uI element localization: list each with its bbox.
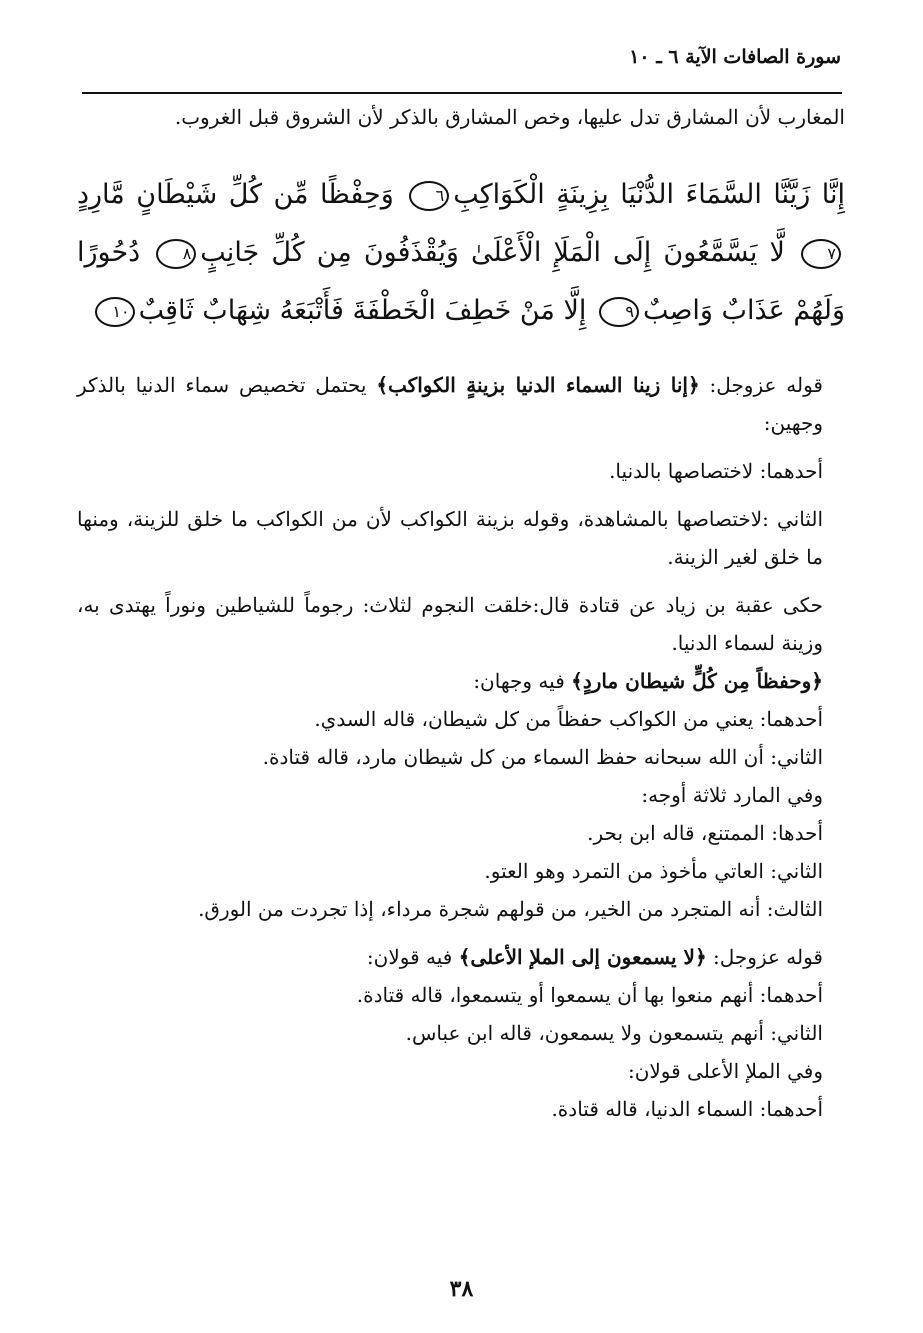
verse-number-marker: ٩ bbox=[599, 297, 639, 327]
commentary-paragraph: أحدهما: يعني من الكواكب حفظاً من كل شيطان، قاله السدي. bbox=[314, 707, 823, 731]
commentary-paragraph: الثالث: أنه المتجرد من الخير، من قولهم شجرة مرداء، إذا تجردت من الورق. bbox=[198, 897, 823, 921]
commentary-paragraph: وفي الملإ الأعلى قولان: bbox=[627, 1059, 823, 1083]
commentary-paragraph: الثاني: أن الله سبحانه حفظ السماء من كل شيطان مارد، قاله قتادة. bbox=[262, 745, 823, 769]
verse-quote: ﴿إنا زينا السماء الدنيا بزينةٍ الكواكب﴾ bbox=[376, 373, 700, 397]
intro-paragraph: المغارب لأن المشارق تدل عليها، وخص المشارق بالذكر لأن الشروق قبل الغروب. bbox=[174, 105, 845, 129]
verse-quote: ﴿لا يسمعون إلى الملإ الأعلى﴾ bbox=[458, 945, 707, 969]
commentary-lead: قوله عزوجل: bbox=[706, 945, 823, 969]
commentary-paragraph: أحدهما: أنهم منعوا بها أن يسمعوا أو يتسمعوا، قاله قتادة. bbox=[356, 983, 823, 1007]
page-body bbox=[77, 98, 845, 1128]
commentary-lead: قوله عزوجل: bbox=[699, 373, 823, 397]
commentary-paragraph: الثاني :لاختصاصها بالمشاهدة، وقوله بزينة الكواكب لأن من الكواكب ما خلق للزينة، ومنها ما خلق لغير الزينة. bbox=[77, 507, 823, 569]
commentary-paragraph: أحدهما: السماء الدنيا، قاله قتادة. bbox=[551, 1097, 823, 1121]
verse-quote: ﴿وحفظاً مِن كُلٍّ شيطان ماردٍ﴾ bbox=[571, 669, 823, 693]
quran-verses bbox=[77, 166, 845, 340]
header-rule bbox=[82, 92, 842, 94]
commentary-paragraph bbox=[77, 662, 845, 700]
page-number: ٣٨ bbox=[449, 1276, 474, 1302]
running-header: سورة الصافات الآية ٦ ـ ١٠ bbox=[629, 46, 841, 68]
commentary-paragraph: الثاني: العاتي مأخوذ من التمرد وهو العتو. bbox=[484, 859, 823, 883]
verse-number-marker: ٦ bbox=[409, 181, 449, 211]
verse-text: إِلَّا مَنْ خَطِفَ الْخَطْفَةَ فَأَتْبَعَهُ شِهَابٌ ثَاقِبٌ bbox=[138, 295, 587, 326]
commentary-text: فيه وجهان: bbox=[473, 669, 572, 693]
commentary-paragraph: أحدهما: لاختصاصها بالدنيا. bbox=[609, 459, 823, 483]
verse-number-marker: ١٠ bbox=[95, 297, 135, 327]
commentary-paragraph: الثاني: أنهم يتسمعون ولا يسمعون، قاله ابن عباس. bbox=[405, 1021, 823, 1045]
verse-text: لَّا يَسَّمَّعُونَ إِلَى الْمَلَإِ الْأَعْلَىٰ وَيُقْذَفُونَ مِن كُلِّ جَانِبٍ bbox=[200, 237, 785, 268]
verse-number-marker: ٧ bbox=[801, 239, 841, 269]
commentary-paragraph bbox=[77, 938, 845, 976]
verse-number-marker: ٨ bbox=[156, 239, 196, 269]
commentary-paragraph bbox=[77, 366, 845, 442]
commentary-text: فيه قولان: bbox=[366, 945, 459, 969]
commentary-paragraph: وفي المارد ثلاثة أوجه: bbox=[641, 783, 823, 807]
verse-text: دُحُورًا وَلَهُمْ عَذَابٌ وَاصِبٌ bbox=[77, 237, 845, 326]
commentary-text: يحتمل تخصيص سماء الدنيا بالذكر وجهين: bbox=[77, 373, 823, 435]
verse-text: وَحِفْظًا مِّن كُلِّ شَيْطَانٍ مَّارِدٍ bbox=[77, 179, 394, 210]
verse-text: إِنَّا زَيَّنَّا السَّمَاءَ الدُّنْيَا بِزِينَةٍ الْكَوَاكِبِ bbox=[453, 179, 845, 210]
commentary-paragraph: أحدها: الممتنع، قاله ابن بحر. bbox=[587, 821, 823, 845]
commentary-paragraph: حكى عقبة بن زياد عن قتادة قال:خلقت النجوم لثلاث: رجوماً للشياطين ونوراً يهتدى به، وزينة لسماء الدنيا. bbox=[77, 593, 823, 655]
